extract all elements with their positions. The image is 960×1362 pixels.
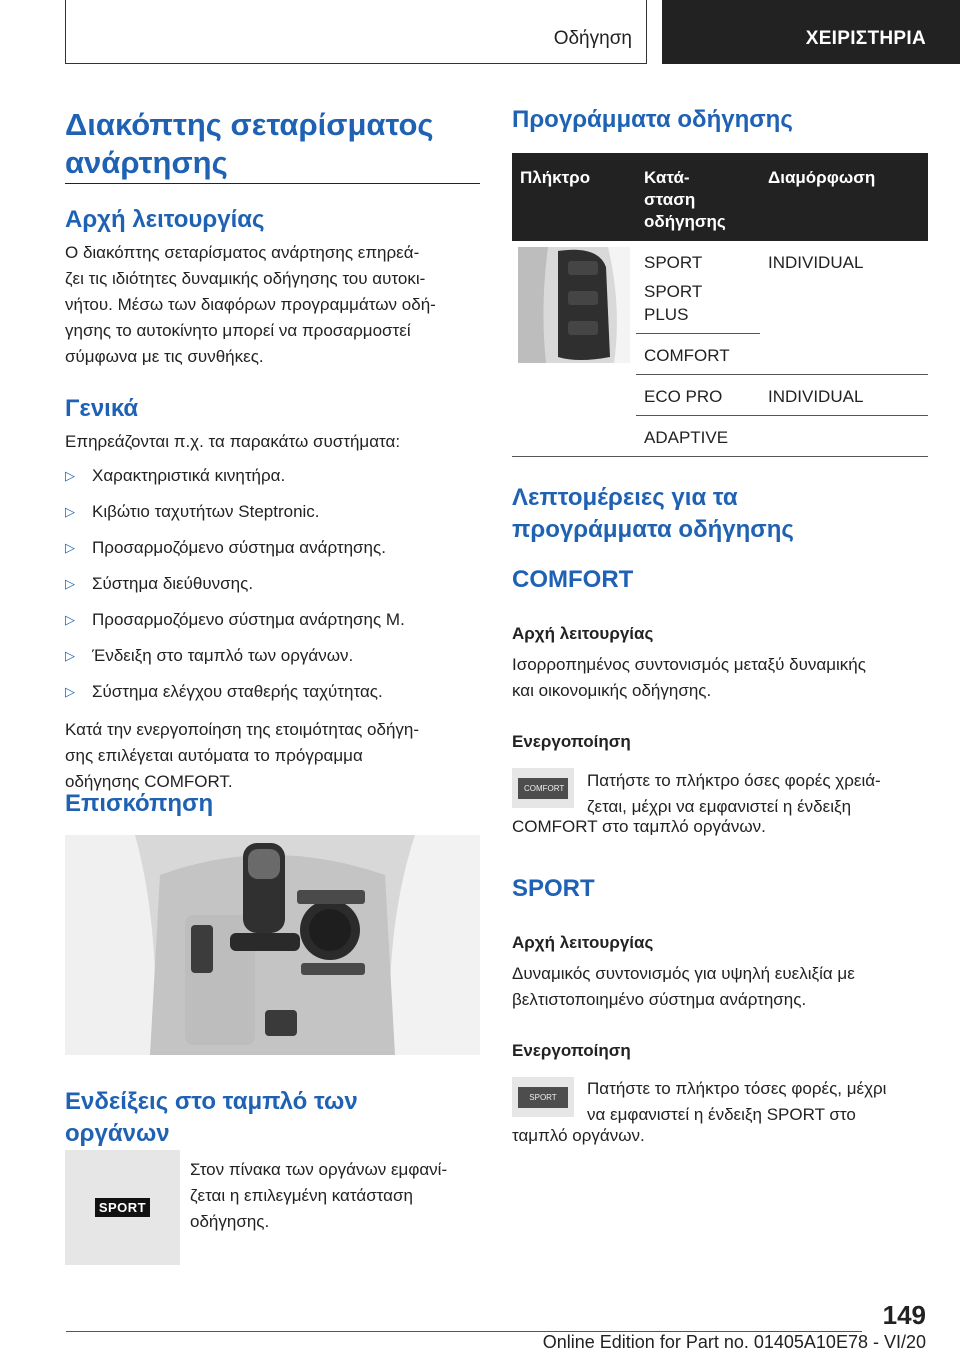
general-section — [65, 393, 485, 795]
text-line: ταμπλό οργάνων. — [512, 1126, 645, 1145]
comfort-principle-text — [512, 652, 932, 704]
displays-text — [190, 1157, 485, 1235]
text-line: ζεται, μέχρι να εμφανιστεί η ένδειξη — [587, 797, 852, 816]
table-cell: COMFORT — [636, 334, 760, 375]
overview-heading: Επισκόπηση — [65, 790, 214, 817]
comfort-activation-heading — [512, 731, 631, 753]
text-line: οδήγησης COMFORT. — [65, 772, 233, 791]
center-console-illustration — [65, 835, 480, 1055]
text-line: Πατήστε το πλήκτρο όσες φορές χρειά- — [587, 771, 881, 790]
text-line: σης επιλέγεται αυτόματα το πρόγραμμα — [65, 746, 363, 765]
list-item: ▷ Σύστημα ελέγχου σταθερής ταχύτητας. — [65, 681, 485, 703]
programs-table-wrapper — [512, 153, 928, 457]
programs-heading: Προγράμματα οδήγησης — [512, 106, 793, 133]
overview-section — [65, 788, 213, 820]
sport-activation-text-b — [512, 1123, 932, 1149]
sport-activation-label: Ενεργοποίηση — [512, 1041, 631, 1060]
text-line: βελτιστοποιημένο σύστημα ανάρτησης. — [512, 990, 807, 1009]
sport-heading: SPORT — [512, 875, 595, 902]
displays-heading-line-2: οργάνων — [65, 1120, 170, 1147]
page-title-line-1: Διακόπτης σεταρίσματος — [65, 107, 434, 142]
table-cell: INDIVIDUAL — [768, 253, 864, 272]
page-title — [65, 106, 485, 182]
details-heading-line-1: Λεπτομέρειες για τα — [512, 484, 738, 511]
left-column — [65, 106, 485, 182]
comfort-button-image — [512, 768, 574, 808]
text-line: Πατήστε το πλήκτρο τόσες φορές, μέχρι — [587, 1079, 887, 1098]
text-line: σύμφωνα με τις συνθήκες. — [65, 347, 264, 366]
list-item: ▷ Προσαρμοζόμενο σύστημα ανάρτησης M. — [65, 609, 485, 631]
details-section — [512, 482, 932, 546]
comfort-activation-text-b — [512, 814, 932, 840]
chapter-label: ΧΕΙΡΙΣΤΗΡΙΑ — [805, 28, 926, 49]
sport-principle-heading — [512, 932, 653, 954]
text-line: γησης το αυτοκίνητο μπορεί να προσαρμοστεί — [65, 321, 411, 340]
mode-buttons-illustration — [518, 247, 630, 363]
comfort-principle-heading — [512, 623, 653, 645]
general-list — [65, 465, 485, 703]
column-header: Διαμόρφωση — [760, 153, 928, 241]
button-image-cell — [512, 241, 636, 457]
comfort-button-label: COMFORT — [518, 778, 568, 799]
list-item: ▷ Κιβώτιο ταχυτήτων Steptronic. — [65, 501, 485, 523]
text-line: Στον πίνακα των οργάνων εμφανί- — [190, 1160, 448, 1179]
text-line: και οικονομικής οδήγησης. — [512, 681, 712, 700]
table-cell — [760, 416, 928, 457]
title-divider — [65, 183, 480, 184]
list-item: ▷ Προσαρμοζόμενο σύστημα ανάρτησης. — [65, 537, 485, 559]
list-item: ▷ Ένδειξη στο ταμπλό των οργάνων. — [65, 645, 485, 667]
comfort-activation-text-a — [587, 768, 932, 820]
displays-section — [65, 1086, 485, 1150]
comfort-heading: COMFORT — [512, 566, 634, 593]
table-cell: SPORT — [644, 253, 703, 272]
comfort-activation-label: Ενεργοποίηση — [512, 732, 631, 751]
sport-button-image — [512, 1077, 574, 1117]
principle-section — [65, 204, 485, 370]
list-item: ▷ Χαρακτηριστικά κινητήρα. — [65, 465, 485, 487]
table-cell — [760, 274, 928, 334]
page-title-line-2: ανάρτησης — [65, 145, 228, 180]
programs-section — [512, 104, 793, 136]
page-number: 149 — [882, 1300, 926, 1330]
general-intro: Επηρεάζονται π.χ. τα παρακάτω συστήματα: — [65, 432, 401, 451]
text-line: ζεται η επιλεγμένη κατάσταση — [190, 1186, 413, 1205]
general-outro — [65, 717, 485, 795]
details-heading — [512, 482, 932, 546]
column-header: Πλήκτρο — [512, 153, 636, 241]
sport-display-badge: SPORT — [95, 1198, 150, 1217]
text-line: να εμφανιστεί η ένδειξη SPORT στο — [587, 1105, 856, 1124]
sport-principle-text — [512, 961, 932, 1013]
chapter-tab — [662, 0, 960, 64]
text-line: Ισορροπημένος συντονισμός μεταξύ δυναμικής — [512, 655, 866, 674]
programs-table — [512, 153, 928, 457]
section-label: Οδήγηση — [553, 28, 632, 49]
edition-footer: Online Edition for Part no. 01405A10E78 - VI/20 — [542, 1332, 926, 1352]
principle-heading: Αρχή λειτουργίας — [65, 206, 265, 233]
text-line: ζει τις ιδιότητες δυναμικής οδήγησης του αυτοκι- — [65, 269, 426, 288]
displays-heading — [65, 1086, 485, 1150]
center-console-image — [65, 835, 480, 1055]
table-cell: INDIVIDUAL — [760, 375, 928, 416]
sport-activation-text-a — [587, 1076, 932, 1128]
table-cell: SPORT PLUS — [636, 274, 760, 334]
text-line: νήτου. Μέσω των διαφόρων προγραμμάτων οδή- — [65, 295, 436, 314]
text-line: οδήγησης. — [190, 1212, 270, 1231]
sport-principle-label: Αρχή λειτουργίας — [512, 933, 654, 952]
section-tab — [65, 0, 647, 64]
column-header: Κατά- σταση οδήγησης — [636, 153, 760, 241]
displays-heading-line-1: Ενδείξεις στο ταμπλό των — [65, 1088, 358, 1115]
text-line: Κατά την ενεργοποίηση της ετοιμότητας οδήγη- — [65, 720, 420, 739]
principle-text — [65, 240, 485, 370]
table-cell — [760, 334, 928, 375]
general-heading: Γενικά — [65, 395, 139, 422]
table-header-row — [512, 153, 928, 241]
text-line: COMFORT στο ταμπλό οργάνων. — [512, 817, 766, 836]
comfort-principle-label: Αρχή λειτουργίας — [512, 624, 654, 643]
table-cell: ADAPTIVE — [636, 416, 760, 457]
instrument-display-image — [65, 1150, 180, 1265]
text-line: Δυναμικός συντονισμός για υψηλή ευελιξία με — [512, 964, 855, 983]
sport-activation-heading — [512, 1040, 631, 1062]
table-cell: ECO PRO — [636, 375, 760, 416]
list-item: ▷ Σύστημα διεύθυνσης. — [65, 573, 485, 595]
sport-button-label: SPORT — [518, 1087, 568, 1108]
details-heading-line-2: προγράμματα οδήγησης — [512, 516, 794, 543]
table-row — [512, 241, 928, 274]
text-line: Ο διακόπτης σεταρίσματος ανάρτησης επηρεά- — [65, 243, 420, 262]
